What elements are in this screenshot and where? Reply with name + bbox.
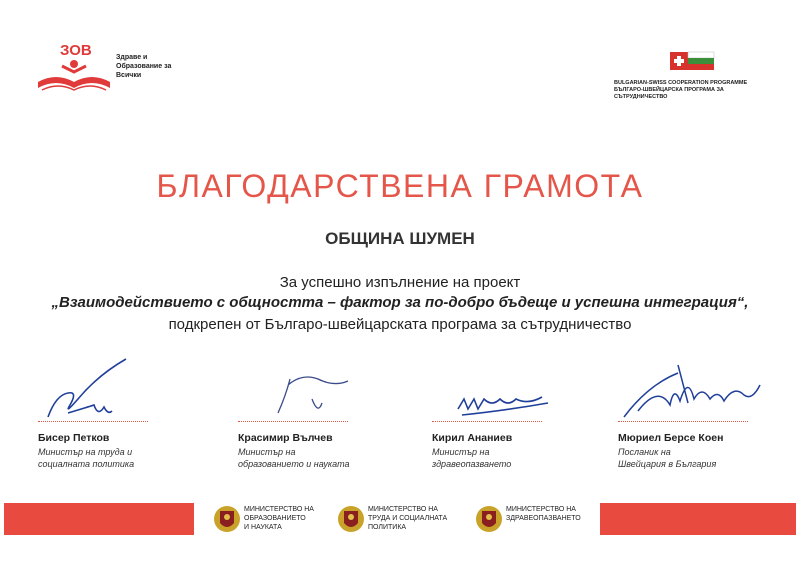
body-line-3: подкрепен от Българо-швейцарската програма за сътрудничество (168, 316, 632, 333)
signature-line (432, 421, 542, 422)
signature-line (238, 421, 348, 422)
zov-acronym: ЗОВ (60, 42, 92, 59)
signatory-role (618, 446, 768, 470)
role-line: образованието и науката (238, 459, 350, 469)
signatory-role (432, 446, 562, 470)
swiss-bulgarian-flag-icon (614, 50, 774, 80)
ministry-name (368, 505, 447, 532)
ministry-line: ТРУДА И СОЦИАЛНАТА (368, 515, 448, 522)
project-title: „Взаимодействието с общността – фактор за по-добро бъдеще и успешна интеграция“, (51, 294, 749, 311)
signatory-role (38, 446, 168, 470)
ministry-logo (474, 503, 594, 535)
role-line: Министър на (238, 447, 296, 457)
footer-band-right (600, 503, 796, 535)
zov-line: Всички (116, 72, 142, 79)
handwritten-signature (38, 355, 168, 425)
handwritten-signature (432, 355, 562, 425)
ministry-name (506, 505, 581, 523)
signatory-role (238, 446, 368, 470)
swiss-line-en: BULGARIAN-SWISS COOPERATION PROGRAMME (614, 80, 748, 86)
signatory-name: Бисер Петков (38, 432, 110, 444)
ministry-line: МИНИСТЕРСТВО НА (244, 506, 314, 513)
zov-tagline (116, 53, 171, 80)
swiss-cooperation-logo (614, 50, 774, 100)
ministry-logo (336, 503, 466, 535)
zov-line: Здраве и (116, 54, 148, 61)
signatory-name: Кирил Ананиев (432, 432, 513, 444)
signatory-block (238, 355, 368, 475)
zov-logo (34, 42, 194, 102)
recipient-name: ОБЩИНА ШУМЕН (325, 229, 475, 248)
coat-of-arms-icon (474, 503, 504, 535)
ministry-line: ЗДРАВЕОПАЗВАНЕТО (506, 515, 581, 522)
handwritten-signature (238, 355, 368, 425)
coat-of-arms-icon (212, 503, 242, 535)
signatory-name: Мюриел Берсе Коен (618, 432, 724, 444)
signatory-name: Красимир Вълчев (238, 432, 333, 444)
ministry-line: И НАУКАТА (244, 524, 282, 531)
body-line-1: За успешно изпълнение на проект (279, 274, 521, 291)
ministry-line: МИНИСТЕРСТВО НА (368, 506, 438, 513)
swiss-programme-text (614, 80, 774, 101)
ministry-line: ПОЛИТИКА (368, 524, 407, 531)
swiss-line-bg: БЪЛГАРО-ШВЕЙЦАРСКА ПРОГРАМА ЗА СЪТРУДНИЧЕСТВО (614, 87, 724, 100)
role-line: Швейцария в България (618, 459, 717, 469)
signatory-block (432, 355, 562, 475)
coat-of-arms-icon (336, 503, 366, 535)
ministry-line: МИНИСТЕРСТВО НА (506, 506, 576, 513)
ministry-logo (212, 503, 332, 535)
certificate-title: БЛАГОДАРСТВЕНА ГРАМОТА (156, 168, 644, 204)
signature-line (38, 421, 148, 422)
ministry-line: ОБРАЗОВАНИЕТО (244, 515, 306, 522)
role-line: здравеопазването (432, 459, 512, 469)
role-line: Посланик на (618, 447, 671, 457)
role-line: Министър на труда и (38, 447, 133, 457)
signature-line (618, 421, 748, 422)
zov-line: Образование за (116, 63, 172, 70)
signatory-block (38, 355, 168, 475)
ministry-name (244, 505, 314, 532)
footer-band-left (4, 503, 194, 535)
handwritten-signature (618, 355, 768, 425)
role-line: социалната политика (38, 459, 135, 469)
signatory-block (618, 355, 768, 475)
role-line: Министър на (432, 447, 490, 457)
